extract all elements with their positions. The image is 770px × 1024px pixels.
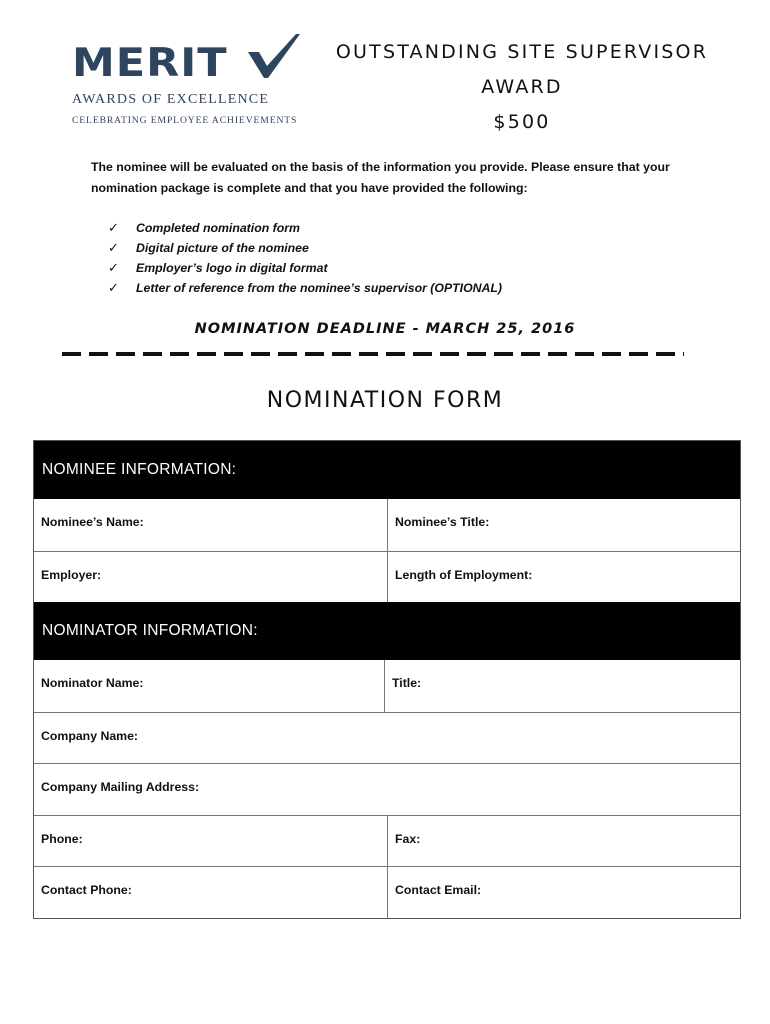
nominator-title-field[interactable]: Title: [392,676,422,690]
logo-subtitle: AWARDS OF EXCELLENCE [72,92,270,107]
checkmark-icon: ✓ [108,281,119,296]
cut-line-divider [62,352,684,356]
nomination-form [33,440,741,919]
form-row [34,866,740,918]
checkmark-icon [248,30,300,82]
checklist-item [108,278,502,298]
form-row [34,815,740,867]
requirements-checklist [108,218,502,298]
checklist-item-label: Letter of reference from the nominee’s supervisor (OPTIONAL) [136,281,503,295]
length-of-employment-field[interactable]: Length of Employment: [395,567,533,582]
contact-phone-field[interactable]: Contact Phone: [34,867,388,918]
award-title [322,38,722,143]
logo-tagline: CELEBRATING EMPLOYEE ACHIEVEMENTS [72,115,298,126]
award-title-line2: AWARD [481,76,563,98]
company-name-field[interactable]: Company Name: [41,728,139,743]
checklist-item [108,238,502,258]
checkmark-icon: ✓ [108,221,119,236]
checkmark-icon: ✓ [108,261,119,276]
nominee-section-header: NOMINEE INFORMATION: [34,441,740,499]
merit-logo [70,30,310,130]
nominee-title-field[interactable]: Nominee’s Title: [395,515,490,529]
contact-email-field[interactable]: Contact Email: [395,883,482,897]
nomination-deadline: NOMINATION DEADLINE - MARCH 25, 2016 [194,321,576,337]
nominator-section-header: NOMINATOR INFORMATION: [34,602,740,660]
checklist-item [108,218,502,238]
phone-field[interactable]: Phone: [34,816,388,867]
checklist-item-label: Digital picture of the nominee [136,241,309,255]
checklist-item-label: Employer’s logo in digital format [136,261,328,275]
form-row [34,551,740,603]
checkmark-icon: ✓ [108,241,119,256]
intro-paragraph: The nominee will be evaluated on the basis of the information you provide. Please ensure that your nomination package is complete and that you have provided the following: [91,160,670,195]
form-row [34,763,740,815]
form-row [34,660,740,712]
award-title-line1: OUTSTANDING SITE SUPERVISOR [335,41,709,63]
form-title: NOMINATION FORM [266,388,504,413]
award-amount: $500 [493,111,551,133]
nominator-name-field[interactable]: Nominator Name: [34,660,385,712]
nominee-name-field[interactable]: Nominee’s Name: [34,499,388,551]
employer-field[interactable]: Employer: [34,552,388,603]
fax-field[interactable]: Fax: [395,831,421,846]
form-row [34,712,740,764]
checklist-item [108,258,502,278]
checklist-item-label: Completed nomination form [136,221,300,235]
company-address-field[interactable]: Company Mailing Address: [41,780,200,794]
logo-wordmark: MERIT [72,40,228,87]
form-row [34,499,740,551]
